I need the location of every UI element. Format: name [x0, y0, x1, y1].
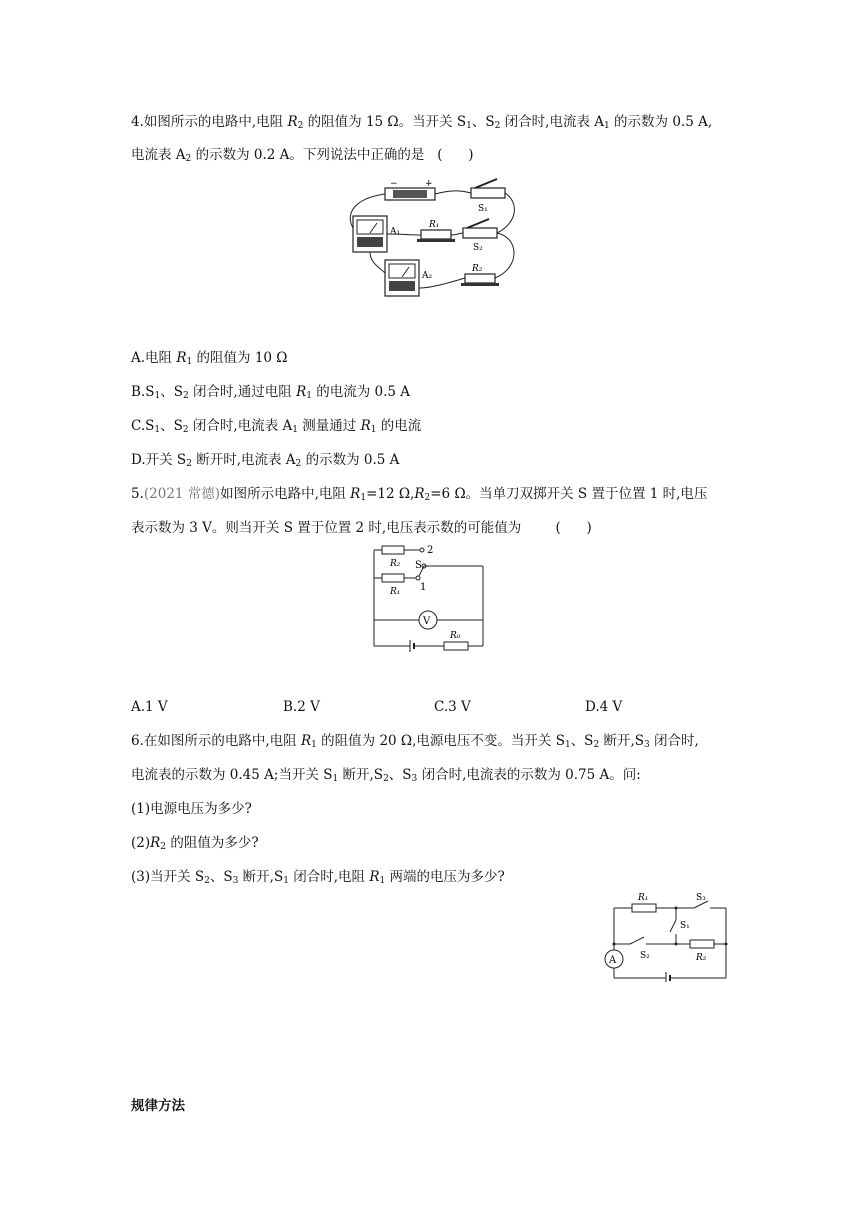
- q5-stem-line1: 5.(2021 常德)如图所示电路中,电阻 $R_1=12$ $\Omega,R_2=6$ Ω。当单刀双掷开关 S 置于位置 1 时,电压: [131, 486, 708, 503]
- q4-label-s2: S₂: [473, 243, 483, 253]
- q5-label-s: S: [415, 560, 422, 571]
- q6-circuit-figure: [604, 886, 732, 982]
- q6-stem-line1: 6.在如图所示的电路中,电阻 $R_1$ 的阻值为 20 Ω,电源电压不变。当开关 $S_1$、$S_2$ 断开$,S_3$ 闭合时,: [131, 733, 699, 750]
- q6-label-s3: S₃: [696, 893, 706, 903]
- q6-label-s1: S₁: [680, 921, 690, 931]
- q5-label-pos2: 2: [427, 545, 434, 556]
- q6-stem-line2: 电流表的示数为 0.45 A;当开关 $S_1$ 断开$,S_2$、$S_3$ 闭合时,电流表的示数为 0.75 A。问:: [131, 767, 641, 784]
- q4-circuit-figure: [345, 178, 525, 303]
- q4-option-b: $B.S_1$、$S_2$ 闭合时,通过电阻 $R_1$ 的电流为 0.5 A: [131, 384, 411, 401]
- q4-label-r1: R₁: [429, 220, 440, 230]
- q4-option-c: $C.S_1$、$S_2$ 闭合时,电流表 $A_1$ 测量通过 $R_1$ 的电流: [131, 418, 422, 435]
- q5-circuit-figure: [368, 542, 490, 654]
- q4-option-a: A.电阻 $R_1$ 的阻值为 10 Ω: [131, 350, 288, 367]
- q6-label-a: A: [609, 955, 617, 966]
- q5-label-v: V: [423, 616, 431, 627]
- q6-question-2: $(2)R_2$ 的阻值为多少?: [131, 835, 259, 852]
- q5-option-c: C.3 V: [434, 699, 471, 715]
- q5-label-pos1: 1: [420, 582, 427, 593]
- q5-option-a: A.1 V: [131, 699, 168, 715]
- q6-label-r2: R₂: [696, 953, 707, 963]
- q4-stem-line2: 电流表 $A_2$ 的示数为 0.2 A。下列说法中正确的是 ( ): [131, 147, 474, 164]
- q6-label-r1: R₁: [638, 893, 649, 903]
- q5-option-b: B.2 V: [283, 699, 320, 715]
- q4-label-a1: A₁: [390, 227, 401, 237]
- q6-question-1: (1)电源电压为多少?: [131, 801, 252, 817]
- q5-label-r0: R₀: [450, 631, 461, 641]
- svg-text:+: +: [425, 179, 433, 189]
- q5-option-d: D.4 V: [585, 699, 623, 715]
- q5-label-r2: R₂: [390, 559, 401, 569]
- q4-stem-line1: 4.如图所示的电路中,电阻 $R_2$ 的阻值为 15 Ω。当开关 $S_1$、$S_2$ 闭合时,电流表 $A_1$ 的示数为 0.5 A,: [131, 114, 713, 131]
- q6-question-3: (3)当开关 $S_2$、$S_3$ 断开$,S_1$ 闭合时,电阻 $R_1$ 两端的电压为多少?: [131, 869, 505, 886]
- q5-label-r1: R₁: [390, 587, 401, 597]
- q4-label-s1: S₁: [478, 204, 488, 214]
- q6-label-s2: S₂: [640, 951, 650, 961]
- q4-option-d: D.开关 $S_2$ 断开时,电流表 $A_2$ 的示数为 0.5 A: [131, 452, 400, 469]
- section-heading: 规律方法: [131, 1098, 185, 1114]
- svg-text:−: −: [390, 179, 398, 189]
- q4-label-r2: R₂: [472, 264, 483, 274]
- q4-label-a2: A₂: [422, 271, 433, 281]
- q5-stem-line2: 表示数为 3 V。则当开关 S 置于位置 2 时,电压表示数的可能值为 ( ): [131, 520, 592, 536]
